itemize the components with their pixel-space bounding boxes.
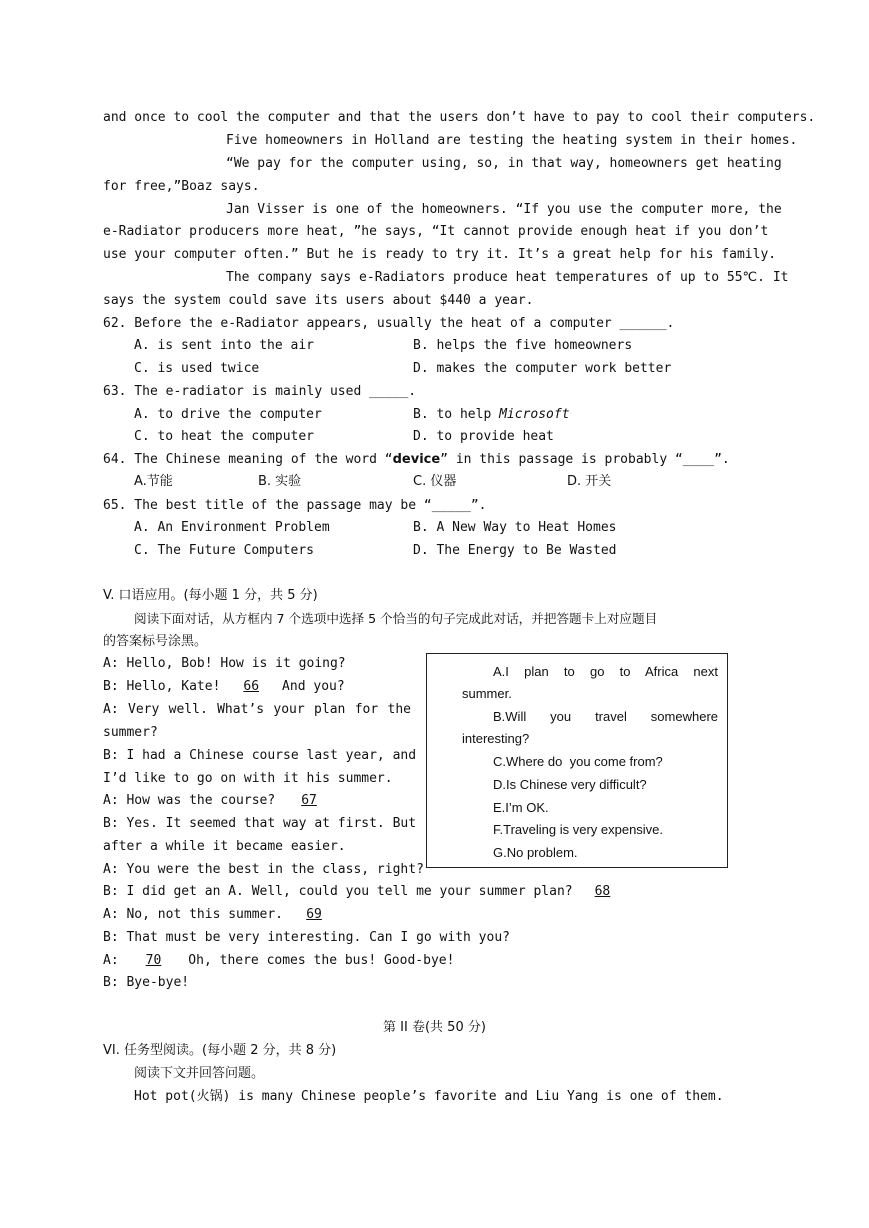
q64-option-a: A.节能 bbox=[134, 474, 173, 489]
q63-option-a: A. to drive the computer bbox=[134, 407, 322, 422]
dialogue-line-8: B: Yes. It seemed that way at first. But bbox=[103, 816, 417, 831]
q65-option-d: D. The Energy to Be Wasted bbox=[413, 543, 617, 558]
q65-option-b: B. A New Way to Heat Homes bbox=[413, 520, 617, 535]
q63-option-b bbox=[413, 406, 570, 424]
blank-66[interactable]: 66 bbox=[243, 679, 260, 694]
q62-stem: 62. Before the e-Radiator appears, usually the heat of a computer ______. bbox=[103, 316, 675, 331]
passage-line-3: “We pay for the computer using, so, in that way, homeowners get heating bbox=[226, 156, 782, 171]
q64-stem-word: device bbox=[392, 452, 441, 467]
dialogue-line-2-pre: B: Hello, Kate! bbox=[103, 679, 229, 694]
option-d: D.Is Chinese very difficult? bbox=[493, 777, 647, 792]
dialogue-line-2-post: And you? bbox=[274, 679, 345, 694]
q63-option-c: C. to heat the computer bbox=[134, 429, 315, 444]
passage-line-9: says the system could save its users about $440 a year. bbox=[103, 293, 534, 308]
passage-line-4: for free,”Boaz says. bbox=[103, 179, 260, 194]
dialogue-line-9: after a while it became easier. bbox=[103, 839, 346, 854]
blank-70[interactable]: 70 bbox=[145, 953, 162, 968]
option-b-line2: interesting? bbox=[462, 731, 530, 746]
q62-option-a: A. is sent into the air bbox=[134, 338, 315, 353]
dialogue-line-3: A: Very well. What’s your plan for the bbox=[103, 702, 411, 717]
blank-69[interactable]: 69 bbox=[306, 907, 322, 922]
q63-option-b-italic: Microsoft bbox=[499, 407, 570, 422]
q63-option-d: D. to provide heat bbox=[413, 429, 554, 444]
dialogue-line-12-pre: A: No, not this summer. bbox=[103, 907, 284, 922]
q65-option-c: C. The Future Computers bbox=[134, 543, 315, 558]
section5-heading: V. 口语应用。(每小题 1 分，共 5 分) bbox=[103, 588, 318, 603]
dialogue-line-11 bbox=[103, 883, 624, 901]
dialogue-line-13: B: That must be very interesting. Can I go with you? bbox=[103, 930, 510, 945]
option-g: G.No problem. bbox=[493, 845, 578, 860]
dialogue-line-7 bbox=[103, 792, 335, 810]
q64-stem-before: 64. The Chinese meaning of the word “ bbox=[103, 452, 393, 467]
dialogue-line-11-pre: B: I did get an A. Well, could you tell me your summer plan? bbox=[103, 884, 581, 899]
option-e: E.I’m OK. bbox=[493, 800, 549, 815]
option-c: C.Where do you come from? bbox=[493, 754, 663, 769]
dialogue-line-2 bbox=[103, 678, 345, 696]
q65-stem: 65. The best title of the passage may be “_____”. bbox=[103, 498, 487, 513]
part2-instruction: 阅读下文并回答问题。 bbox=[134, 1066, 265, 1081]
option-b-line1: B.Will you travel somewhere bbox=[493, 709, 718, 724]
q62-option-c: C. is used twice bbox=[134, 361, 260, 376]
q63-stem: 63. The e-radiator is mainly used _____. bbox=[103, 384, 417, 399]
passage-line-8: The company says e-Radiators produce heat temperatures of up to 55℃. It bbox=[226, 270, 789, 285]
q64-stem-after: ” in this passage is probably “____”. bbox=[440, 452, 730, 467]
dialogue-line-12 bbox=[103, 906, 345, 924]
section5-instruction-line2: 的答案标号涂黑。 bbox=[103, 634, 208, 649]
q62-option-b: B. helps the five homeowners bbox=[413, 338, 633, 353]
section5-instruction-line1: 阅读下面对话，从方框内 7 个选项中选择 5 个恰当的句子完成此对话，并把答题卡上对应题目 bbox=[134, 611, 658, 626]
dialogue-line-6: I’d like to go on with it his summer. bbox=[103, 771, 393, 786]
passage-line-5: Jan Visser is one of the homeowners. “If you use the computer more, the bbox=[226, 202, 782, 217]
dialogue-line-5: B: I had a Chinese course last year, and bbox=[103, 748, 417, 763]
q62-option-d: D. makes the computer work better bbox=[413, 361, 672, 376]
q64-stem bbox=[103, 451, 730, 469]
q64-option-d: D. 开关 bbox=[567, 474, 612, 489]
dialogue-line-14-pre: A: bbox=[103, 953, 127, 968]
q64-option-c: C. 仪器 bbox=[413, 474, 457, 489]
q65-option-a: A. An Environment Problem bbox=[134, 520, 330, 535]
part2-title: 第 II 卷(共 50 分) bbox=[383, 1020, 486, 1035]
q64-option-b: B. 实验 bbox=[258, 474, 302, 489]
passage-line-2: Five homeowners in Holland are testing the heating system in their homes. bbox=[226, 133, 798, 148]
dialogue-line-14 bbox=[103, 952, 454, 970]
dialogue-line-7-pre: A: How was the course? bbox=[103, 793, 284, 808]
options-box bbox=[426, 653, 728, 868]
part2-first-line: Hot pot(火锅) is many Chinese people’s favorite and Liu Yang is one of them. bbox=[134, 1089, 724, 1104]
dialogue-line-14-post: Oh, there comes the bus! Good-bye! bbox=[180, 953, 455, 968]
dialogue-line-10: A: You were the best in the class, right? bbox=[103, 862, 424, 877]
dialogue-line-4: summer? bbox=[103, 725, 158, 740]
dialogue-line-15: B: Bye-bye! bbox=[103, 975, 190, 990]
passage-line-6: e-Radiator producers more heat, ”he says, “It cannot provide enough heat if you don’t bbox=[103, 224, 769, 239]
dialogue-line-1: A: Hello, Bob! How is it going? bbox=[103, 656, 346, 671]
part2-heading: VI. 任务型阅读。(每小题 2 分，共 8 分) bbox=[103, 1043, 337, 1058]
q63-option-b-text: B. to help bbox=[413, 407, 500, 422]
option-a-line2: summer. bbox=[462, 686, 512, 701]
blank-68[interactable]: 68 bbox=[594, 884, 611, 899]
blank-67[interactable]: 67 bbox=[301, 793, 317, 808]
passage-line-7: use your computer often.” But he is ready to try it. It’s a great help for his family. bbox=[103, 247, 777, 262]
option-f: F.Traveling is very expensive. bbox=[493, 822, 664, 837]
passage-line-1: and once to cool the computer and that the users don’t have to pay to cool their computers. bbox=[103, 110, 816, 125]
option-a-line1: A.I plan to go to Africa next bbox=[493, 664, 718, 679]
